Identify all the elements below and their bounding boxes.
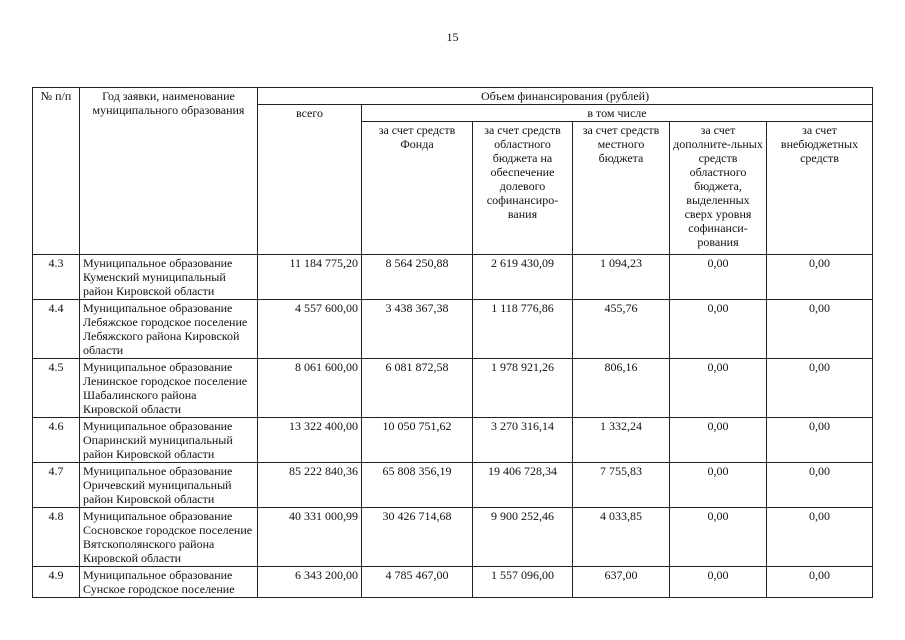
header-volume: Объем финансирования (рублей) (258, 88, 873, 105)
cell-name: Муниципальное образование Оричевский муниципальный район Кировской области (80, 463, 258, 508)
cell-additional: 0,00 (670, 300, 767, 359)
cell-local: 4 033,85 (573, 508, 670, 567)
cell-local: 1 332,24 (573, 418, 670, 463)
cell-offbudget: 0,00 (767, 508, 873, 567)
cell-total: 11 184 775,20 (258, 255, 362, 300)
cell-local: 1 094,23 (573, 255, 670, 300)
cell-local: 455,76 (573, 300, 670, 359)
cell-name: Муниципальное образование Сунское городское поселение (80, 567, 258, 598)
cell-regional: 1 557 096,00 (473, 567, 573, 598)
cell-regional: 19 406 728,34 (473, 463, 573, 508)
cell-regional: 1 118 776,86 (473, 300, 573, 359)
cell-name: Муниципальное образование Куменский муниципальный район Кировской области (80, 255, 258, 300)
cell-name: Муниципальное образование Лебяжское городское поселение Лебяжского района Кировской области (80, 300, 258, 359)
page-number: 15 (446, 30, 459, 44)
cell-regional: 1 978 921,26 (473, 359, 573, 418)
cell-fund: 6 081 872,58 (362, 359, 473, 418)
cell-num: 4.3 (33, 255, 80, 300)
cell-fund: 8 564 250,88 (362, 255, 473, 300)
cell-regional: 2 619 430,09 (473, 255, 573, 300)
cell-local: 7 755,83 (573, 463, 670, 508)
cell-num: 4.8 (33, 508, 80, 567)
header-total: всего (258, 105, 362, 255)
cell-total: 85 222 840,36 (258, 463, 362, 508)
cell-num: 4.7 (33, 463, 80, 508)
cell-total: 40 331 000,99 (258, 508, 362, 567)
cell-offbudget: 0,00 (767, 300, 873, 359)
cell-total: 6 343 200,00 (258, 567, 362, 598)
cell-additional: 0,00 (670, 255, 767, 300)
header-name: Год заявки, наименование муниципального образования (80, 88, 258, 255)
table-row (33, 567, 873, 598)
cell-additional: 0,00 (670, 418, 767, 463)
cell-fund: 65 808 356,19 (362, 463, 473, 508)
cell-offbudget: 0,00 (767, 418, 873, 463)
cell-offbudget: 0,00 (767, 255, 873, 300)
cell-fund: 4 785 467,00 (362, 567, 473, 598)
cell-additional: 0,00 (670, 359, 767, 418)
table-row (33, 508, 873, 567)
cell-regional: 9 900 252,46 (473, 508, 573, 567)
cell-additional: 0,00 (670, 508, 767, 567)
cell-name: Муниципальное образование Опаринский муниципальный район Кировской области (80, 418, 258, 463)
cell-fund: 3 438 367,38 (362, 300, 473, 359)
table-row (33, 418, 873, 463)
cell-local: 806,16 (573, 359, 670, 418)
cell-num: 4.9 (33, 567, 80, 598)
financing-table (32, 87, 873, 598)
table-row (33, 255, 873, 300)
header-regional: за счет средств областного бюджета на обеспечение долевого софинансиро-вания (473, 122, 573, 255)
cell-total: 13 322 400,00 (258, 418, 362, 463)
table-row (33, 359, 873, 418)
table-row (33, 300, 873, 359)
header-local: за счет средств местного бюджета (573, 122, 670, 255)
header-additional: за счет дополните-льных средств областного бюджета, выделенных сверх уровня софинанси-рования (670, 122, 767, 255)
cell-offbudget: 0,00 (767, 463, 873, 508)
header-offbudget: за счет внебюджетных средств (767, 122, 873, 255)
cell-offbudget: 0,00 (767, 359, 873, 418)
cell-num: 4.6 (33, 418, 80, 463)
header-num: № п/п (33, 88, 80, 255)
table-row (33, 463, 873, 508)
cell-num: 4.4 (33, 300, 80, 359)
cell-num: 4.5 (33, 359, 80, 418)
cell-additional: 0,00 (670, 567, 767, 598)
cell-total: 8 061 600,00 (258, 359, 362, 418)
cell-regional: 3 270 316,14 (473, 418, 573, 463)
cell-local: 637,00 (573, 567, 670, 598)
cell-offbudget: 0,00 (767, 567, 873, 598)
cell-additional: 0,00 (670, 463, 767, 508)
header-including: в том числе (362, 105, 873, 122)
cell-total: 4 557 600,00 (258, 300, 362, 359)
cell-name: Муниципальное образование Сосновское городское поселение Вятскополянского района Кировской области (80, 508, 258, 567)
cell-name: Муниципальное образование Ленинское городское поселение Шабалинского района Кировской области (80, 359, 258, 418)
cell-fund: 30 426 714,68 (362, 508, 473, 567)
header-fund: за счет средств Фонда (362, 122, 473, 255)
cell-fund: 10 050 751,62 (362, 418, 473, 463)
